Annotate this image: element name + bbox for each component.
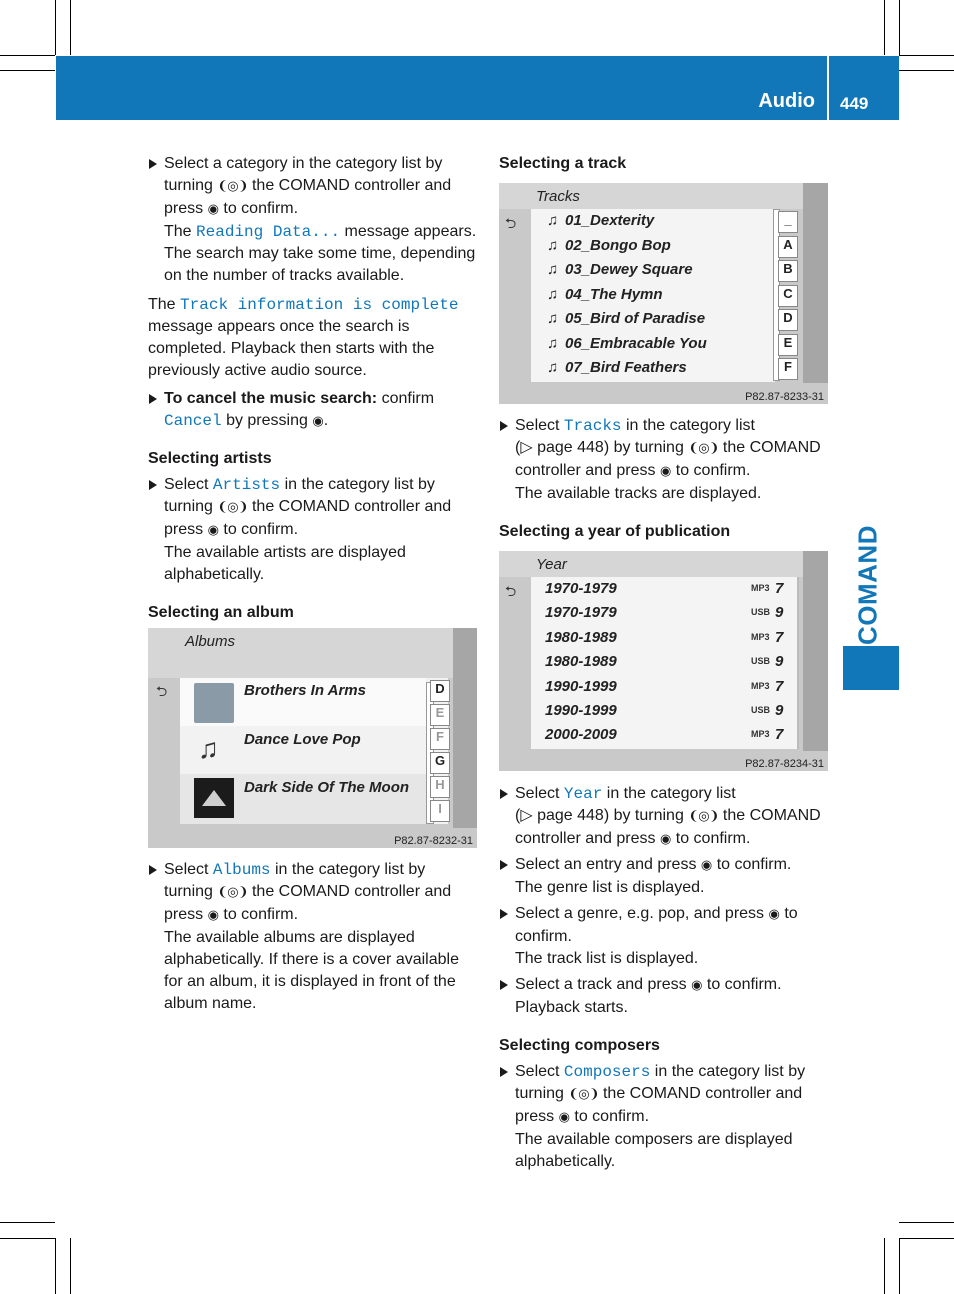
page-ref[interactable]: (▷ page 448) by turning (515, 439, 684, 456)
letter-g[interactable]: G (430, 752, 450, 774)
controller-icon: ❨◎❩ (688, 808, 719, 823)
press-icon: ◉ (691, 977, 703, 992)
instruction: To cancel the music search: confirm (148, 388, 483, 410)
albums-screenshot (148, 628, 477, 848)
item-count: 7 (775, 580, 784, 597)
header-divider (827, 56, 829, 120)
tracks-title: Tracks (536, 188, 580, 205)
crop-mark (884, 1238, 885, 1294)
figure-caption: P82.87-8232-31 (394, 835, 473, 847)
right-column (499, 153, 834, 175)
mp3-source-icon: MP3 (751, 680, 770, 691)
track-item[interactable]: 07_Bird Feathers (565, 359, 687, 376)
year-item[interactable]: 1970-1979 (545, 604, 617, 622)
left-column-lower: Select Albums in the category list by turning ❨◎❩ the COMAND controller and press ◉ to confirm. The available albums are displayed alphabetically. If there is a cover available for an album, it is displayed in front of the album name. (148, 859, 483, 1015)
letter-index[interactable]: E (778, 334, 798, 356)
controller-icon: ❨◎❩ (688, 440, 719, 455)
crop-mark (899, 1238, 954, 1239)
letter-f[interactable]: F (430, 728, 450, 750)
mp3-source-icon: MP3 (751, 583, 770, 593)
page-header (56, 56, 899, 120)
music-note-icon: ♫ (547, 334, 559, 352)
side-tab-label: COMAND (852, 525, 883, 645)
press-icon: ◉ (659, 831, 672, 846)
tracks-label: Tracks (563, 417, 622, 435)
press-icon: ◉ (768, 906, 780, 921)
crop-mark (55, 0, 56, 55)
crop-mark (899, 1238, 900, 1294)
track-item[interactable]: 05_Bird of Paradise (565, 310, 706, 327)
item-count: 7 (775, 628, 784, 646)
crop-mark (899, 1222, 954, 1223)
track-item[interactable]: 01_Dexterity (565, 212, 655, 229)
controller-icon: ❨◎❩ (217, 884, 248, 899)
track-item[interactable]: 02_Bongo Bop (565, 236, 671, 254)
crop-mark (55, 1238, 56, 1294)
albums-label: Albums (212, 861, 271, 879)
album-cover (194, 683, 234, 723)
track-info-message: Track information is complete (180, 296, 459, 314)
crop-mark (0, 70, 55, 71)
track-item[interactable]: 06_Embracable You (565, 334, 707, 352)
year-title: Year (536, 556, 567, 573)
music-note-icon: ♫ (198, 733, 219, 764)
artists-label: Artists (212, 476, 281, 494)
reading-data-message: Reading Data... (196, 223, 341, 241)
tracks-screenshot (499, 183, 828, 404)
heading-artists: Selecting artists (148, 450, 272, 467)
album-item[interactable]: Dance Love Pop (244, 731, 361, 748)
crop-mark (899, 0, 900, 55)
letter-index[interactable]: D (778, 309, 798, 331)
letter-index[interactable]: F (778, 358, 798, 380)
controller-icon: ❨◎❩ (217, 499, 248, 514)
item-count: 7 (775, 726, 784, 744)
usb-source-icon: USB (751, 656, 771, 667)
year-item[interactable]: 1980-1989 (545, 653, 617, 671)
press-icon: ◉ (558, 1109, 570, 1124)
year-item[interactable]: 1990-1999 (545, 677, 617, 695)
usb-source-icon: USB (751, 607, 771, 618)
figure-caption: P82.87-8234-31 (745, 758, 824, 770)
crop-mark (70, 1238, 71, 1294)
music-note-icon: ♫ (547, 261, 559, 278)
music-note-icon: ♫ (547, 212, 559, 229)
item-count: 9 (775, 604, 784, 622)
back-icon[interactable]: ⮌ (505, 583, 517, 599)
albums-list (180, 678, 448, 824)
year-item[interactable]: 1970-1979 (545, 580, 617, 597)
year-item[interactable]: 1980-1989 (545, 628, 617, 646)
music-note-icon: ♫ (547, 310, 559, 327)
crop-mark (0, 1222, 55, 1223)
albums-title: Albums (185, 633, 236, 650)
crop-mark (0, 55, 55, 56)
right-column-tracks: Select Tracks in the category list (▷ page 448) by turning ❨◎❩ the COMAND controller and press ◉ to confirm. The available tracks are displayed. Selecting a year of publication (499, 415, 834, 543)
music-note-icon: ♫ (547, 236, 559, 254)
press-icon: ◉ (659, 463, 672, 478)
year-screenshot (499, 551, 828, 771)
album-item[interactable]: Dark Side Of The Moon (244, 779, 410, 796)
crop-mark (0, 1238, 55, 1239)
section-title: Audio (758, 90, 815, 112)
right-column-lower: Select Year in the category list (▷ page 448) by turning ❨◎❩ the COMAND controller and press ◉ to confirm. Select an entry and press ◉ to confirm. The genre list is displayed. Select a genre, e.g. pop, and press ◉ to confirm. The track list is displayed. Select a track and press ◉ to confirm. Playback starts. Selecting composers Select Composers in the category list by turning ❨◎❩ the COMAND controller and press ◉ to confirm. The available composers are displayed alphabetically. (499, 783, 834, 1173)
letter-d[interactable]: D (430, 680, 450, 702)
letter-i[interactable]: I (430, 800, 450, 822)
album-item[interactable]: Brothers In Arms (244, 682, 366, 699)
heading-year: Selecting a year of publication (499, 523, 731, 540)
page-ref[interactable]: (▷ page 448) by turning (515, 807, 684, 824)
press-icon: ◉ (700, 857, 713, 872)
controller-icon: ❨◎❩ (217, 178, 248, 193)
tracks-list (531, 209, 775, 382)
press-icon: ◉ (207, 907, 219, 922)
music-note-icon: ♫ (547, 285, 559, 303)
cancel-label: Cancel (164, 412, 222, 430)
figure-caption: P82.87-8233-31 (745, 391, 824, 403)
letter-e[interactable]: E (430, 704, 450, 726)
press-icon: ◉ (312, 413, 324, 428)
heading-album: Selecting an album (148, 604, 294, 621)
mp3-source-icon: MP3 (751, 729, 770, 740)
letter-index[interactable]: A (778, 236, 798, 258)
crop-mark (70, 0, 71, 55)
letter-index[interactable]: C (778, 285, 798, 307)
album-cover (194, 778, 234, 818)
heading-composers: Selecting composers (499, 1037, 660, 1054)
track-item[interactable]: 03_Dewey Square (565, 261, 693, 278)
year-label: Year (563, 785, 603, 803)
controller-icon: ❨◎❩ (568, 1086, 599, 1101)
year-item[interactable]: 2000-2009 (545, 726, 617, 744)
item-count: 9 (775, 653, 784, 671)
letter-index[interactable]: _ (778, 211, 798, 233)
back-icon[interactable]: ⮌ (156, 683, 168, 699)
instruction: Select a category in the category list by (148, 153, 483, 175)
track-item[interactable]: 04_The Hymn (565, 285, 663, 303)
letter-index[interactable]: B (778, 260, 798, 282)
mp3-source-icon: MP3 (751, 631, 770, 642)
back-icon[interactable]: ⮌ (505, 215, 517, 231)
item-count: 9 (775, 702, 784, 719)
composers-label: Composers (563, 1063, 651, 1081)
letter-h[interactable]: H (430, 776, 450, 798)
side-tab (843, 646, 899, 690)
item-count: 7 (775, 677, 784, 695)
year-list (531, 577, 799, 749)
music-note-icon: ♫ (547, 359, 559, 376)
year-item[interactable]: 1990-1999 (545, 702, 617, 719)
crop-mark (899, 70, 954, 71)
scrollbar[interactable] (797, 577, 799, 749)
crop-mark (899, 55, 954, 56)
left-column: Select a category in the category list by turning ❨◎❩ the COMAND controller and press ◉ to confirm. The Reading Data... message appears. The search may take some time, depending on the number of tracks available. The Track information is complete message appears once the search is completed. Playback then starts with the previously active audio source. To cancel the music search: confirm Cancel by pressing ◉. Selecting artists Select Artists in the category list by turning ❨◎❩ the COMAND controller and press ◉ to confirm. The available artists are displayed alphabetically. Selecting an album (148, 153, 483, 624)
page-number: 449 (840, 94, 869, 113)
heading-track: Selecting a track (499, 155, 627, 172)
press-icon: ◉ (207, 522, 219, 537)
crop-mark (884, 0, 885, 55)
press-icon: ◉ (207, 201, 219, 216)
usb-source-icon: USB (751, 705, 771, 715)
